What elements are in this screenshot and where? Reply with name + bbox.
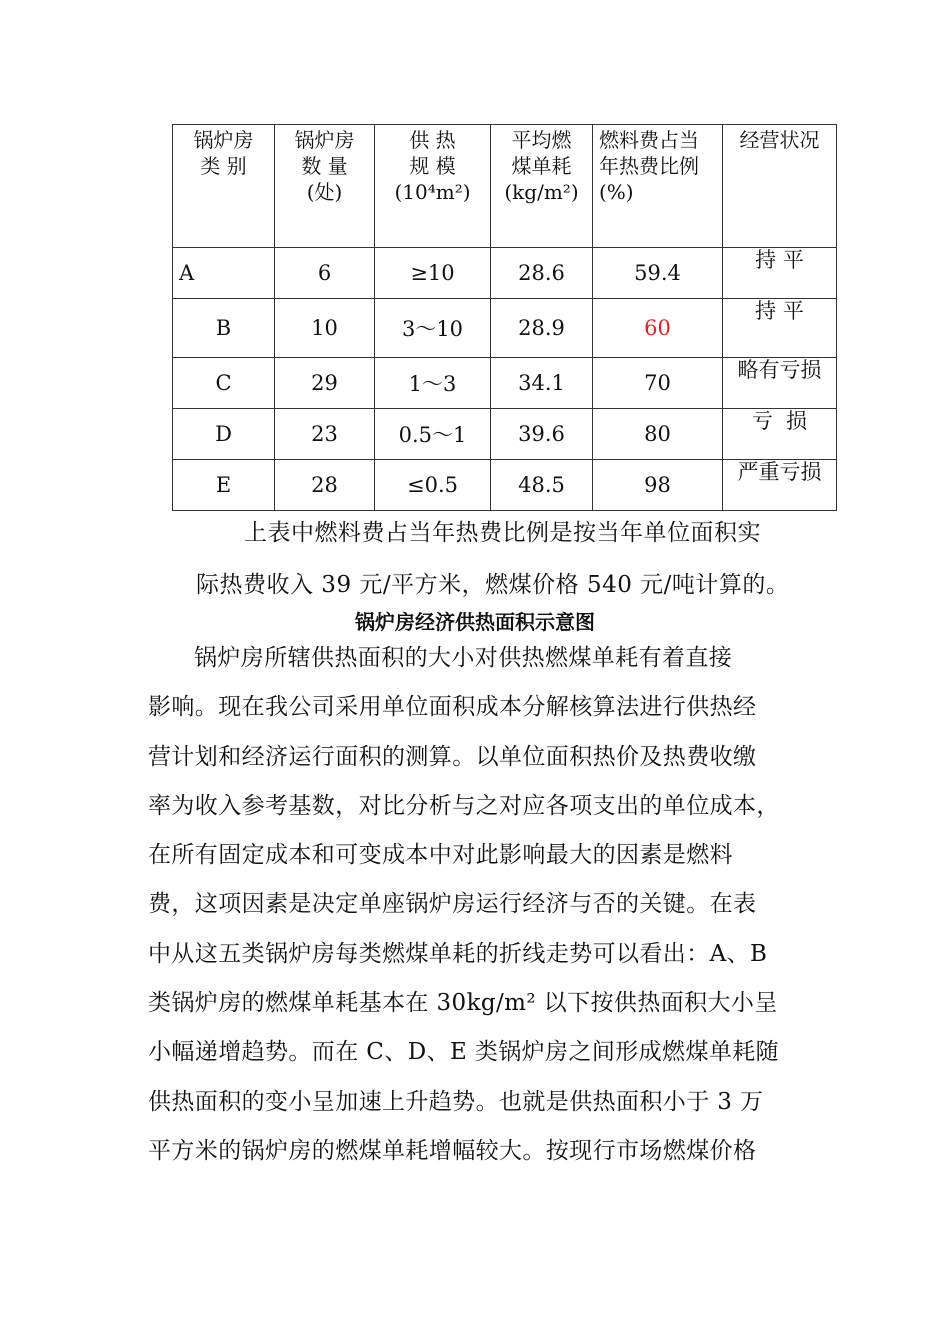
- table-header-row: [173, 125, 837, 248]
- cell-status: 亏 损: [723, 409, 837, 460]
- header-status: 经营状况: [723, 125, 837, 248]
- cell-scale: ≥10: [375, 248, 491, 299]
- cell-scale: 0.5～1: [375, 409, 491, 460]
- header-ratio: 燃料费占当 年热费比例 (%): [593, 125, 723, 248]
- table-row: [173, 358, 837, 409]
- cell-consumption: 48.5: [491, 460, 593, 511]
- table-note-line-2: 际热费收入 39 元/平方米，燃煤价格 540 元/吨计算的。: [196, 572, 790, 598]
- cell-ratio: 98: [593, 460, 723, 511]
- header-category: 锅炉房 类 别: [173, 125, 275, 248]
- paragraph-line: 锅炉房所辖供热面积的大小对供热燃煤单耗有着直接: [194, 645, 733, 671]
- cell-category: E: [173, 460, 275, 511]
- cell-scale: 1～3: [375, 358, 491, 409]
- paragraph-line: 中从这五类锅炉房每类燃煤单耗的折线走势可以看出：A、B: [148, 940, 768, 967]
- table-note-line-1: 上表中燃料费占当年热费比例是按当年单位面积实: [244, 520, 761, 546]
- cell-category: A: [173, 248, 275, 299]
- boiler-room-table: [172, 124, 837, 511]
- paragraph-line: 营计划和经济运行面积的测算。以单位面积热价及热费收缴: [148, 743, 757, 770]
- paragraph-line: 类锅炉房的燃煤单耗基本在 30kg/m² 以下按供热面积大小呈: [148, 990, 778, 1017]
- paragraph-line: 在所有固定成本和可变成本中对此影响最大的因素是燃料: [148, 842, 733, 869]
- table-row: [173, 409, 837, 460]
- cell-consumption: 39.6: [491, 409, 593, 460]
- figure-title: 锅炉房经济供热面积示意图: [355, 610, 595, 634]
- paragraph-line: 影响。现在我公司采用单位面积成本分解核算法进行供热经: [148, 694, 757, 721]
- paragraph-line: 供热面积的变小呈加速上升趋势。也就是供热面积小于 3 万: [148, 1088, 764, 1115]
- cell-status: 严重亏损: [723, 460, 837, 511]
- cell-ratio: 70: [593, 358, 723, 409]
- paragraph-line: 率为收入参考基数，对比分析与之对应各项支出的单位成本，: [148, 792, 780, 819]
- paragraph-line: 小幅递增趋势。而在 C、D、E 类锅炉房之间形成燃煤单耗随: [148, 1039, 780, 1066]
- cell-consumption: 28.6: [491, 248, 593, 299]
- cell-status: 持 平: [723, 299, 837, 358]
- cell-status: 持 平: [723, 248, 837, 299]
- cell-consumption: 28.9: [491, 299, 593, 358]
- cell-count: 10: [275, 299, 375, 358]
- cell-status: 略有亏损: [723, 358, 837, 409]
- cell-count: 6: [275, 248, 375, 299]
- header-scale: 供 热 规 模 (10⁴m²): [375, 125, 491, 248]
- cell-scale: ≤0.5: [375, 460, 491, 511]
- paragraph-line: 费，这项因素是决定单座锅炉房运行经济与否的关键。在表: [148, 891, 757, 918]
- cell-ratio: 59.4: [593, 248, 723, 299]
- cell-count: 29: [275, 358, 375, 409]
- table-row: [173, 299, 837, 358]
- table-row: [173, 248, 837, 299]
- paragraph-line: 平方米的锅炉房的燃煤单耗增幅较大。按现行市场燃煤价格: [148, 1137, 757, 1164]
- cell-category: B: [173, 299, 275, 358]
- cell-ratio: 80: [593, 409, 723, 460]
- cell-count: 23: [275, 409, 375, 460]
- cell-count: 28: [275, 460, 375, 511]
- body-paragraph: [148, 634, 828, 1176]
- cell-category: C: [173, 358, 275, 409]
- cell-category: D: [173, 409, 275, 460]
- header-count: 锅炉房 数 量 (处): [275, 125, 375, 248]
- header-consumption: 平均燃 煤单耗 (kg/m²): [491, 125, 593, 248]
- cell-ratio-highlighted: 60: [593, 299, 723, 358]
- cell-scale: 3～10: [375, 299, 491, 358]
- table-row: [173, 460, 837, 511]
- cell-consumption: 34.1: [491, 358, 593, 409]
